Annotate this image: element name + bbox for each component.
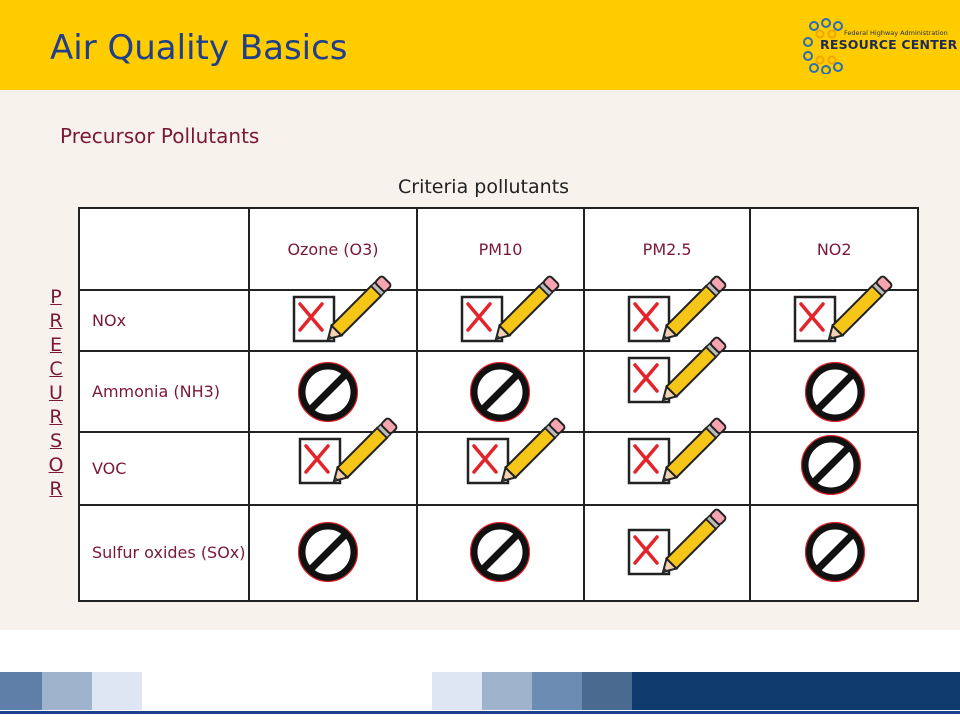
- mark-cell: [249, 432, 418, 505]
- column-header: Ozone (O3): [249, 208, 418, 290]
- table-row: [79, 290, 918, 351]
- prohibition-icon: [470, 522, 530, 582]
- row-label: Sulfur oxides (SOx): [79, 505, 249, 601]
- footer-rule: [0, 711, 960, 714]
- footer-color-block: [632, 672, 960, 710]
- checkbox-with-x-and-pencil-icon: [787, 273, 907, 353]
- row-label: Ammonia (NH3): [79, 351, 249, 432]
- side-label-letter: C: [49, 358, 63, 380]
- footer-color-block: [482, 672, 532, 710]
- table-row: [79, 505, 918, 601]
- checkbox-with-x-and-pencil-icon: [292, 415, 412, 495]
- side-label-letter: E: [49, 334, 62, 356]
- side-label-letter: R: [49, 310, 63, 332]
- footer-color-block: [42, 672, 92, 710]
- mark-cell: [750, 505, 918, 601]
- footer-color-block: [0, 672, 42, 710]
- side-label-letter: R: [49, 406, 63, 428]
- prohibition-icon: [298, 522, 358, 582]
- footer-color-block: [582, 672, 632, 710]
- mark-cell: [417, 290, 584, 351]
- mark-cell: [750, 351, 918, 432]
- checkbox-with-x-and-pencil-icon: [621, 415, 741, 495]
- prohibition-icon: [801, 435, 861, 495]
- column-header: PM10: [417, 208, 584, 290]
- mark-cell: [750, 290, 918, 351]
- mark-cell: [417, 505, 584, 601]
- mark-cell: [750, 432, 918, 505]
- checkbox-with-x-and-pencil-icon: [454, 273, 574, 353]
- footer-color-block: [532, 672, 582, 710]
- pollutant-matrix: [78, 207, 919, 602]
- footer-color-block: [92, 672, 142, 710]
- footer-band: [0, 672, 960, 720]
- side-label-letter: P: [50, 286, 62, 308]
- checkbox-with-x-and-pencil-icon: [460, 415, 580, 495]
- precursor-vertical-label: [44, 285, 68, 501]
- table-caption: Criteria pollutants: [398, 176, 570, 198]
- side-label-letter: U: [49, 382, 63, 404]
- prohibition-icon: [805, 362, 865, 422]
- column-header: NO2: [750, 208, 918, 290]
- corner-cell: [79, 208, 249, 290]
- checkbox-with-x-and-pencil-icon: [621, 506, 741, 586]
- mark-cell: [417, 432, 584, 505]
- logo-agency-text: Federal Highway Administration: [844, 29, 948, 37]
- checkbox-with-x-and-pencil-icon: [621, 334, 741, 414]
- prohibition-icon: [298, 362, 358, 422]
- slide-title: Air Quality Basics: [50, 28, 348, 68]
- mark-cell: [584, 432, 751, 505]
- table-row: [79, 432, 918, 505]
- side-label-letter: R: [49, 478, 63, 500]
- mark-cell: [249, 290, 418, 351]
- footer-color-block: [142, 672, 432, 710]
- header-bar: [0, 0, 960, 90]
- row-label: NOx: [79, 290, 249, 351]
- footer-color-block: [432, 672, 482, 710]
- slide-subtitle: Precursor Pollutants: [60, 124, 260, 148]
- prohibition-icon: [805, 522, 865, 582]
- logo-name-text: RESOURCE CENTER: [820, 37, 958, 52]
- column-header: PM2.5: [584, 208, 751, 290]
- mark-cell: [249, 505, 418, 601]
- side-label-letter: O: [48, 454, 64, 476]
- mark-cell: [584, 505, 751, 601]
- side-label-letter: S: [49, 430, 63, 452]
- row-label: VOC: [79, 432, 249, 505]
- resource-center-logo: [800, 18, 958, 74]
- checkbox-with-x-and-pencil-icon: [286, 273, 406, 353]
- prohibition-icon: [470, 362, 530, 422]
